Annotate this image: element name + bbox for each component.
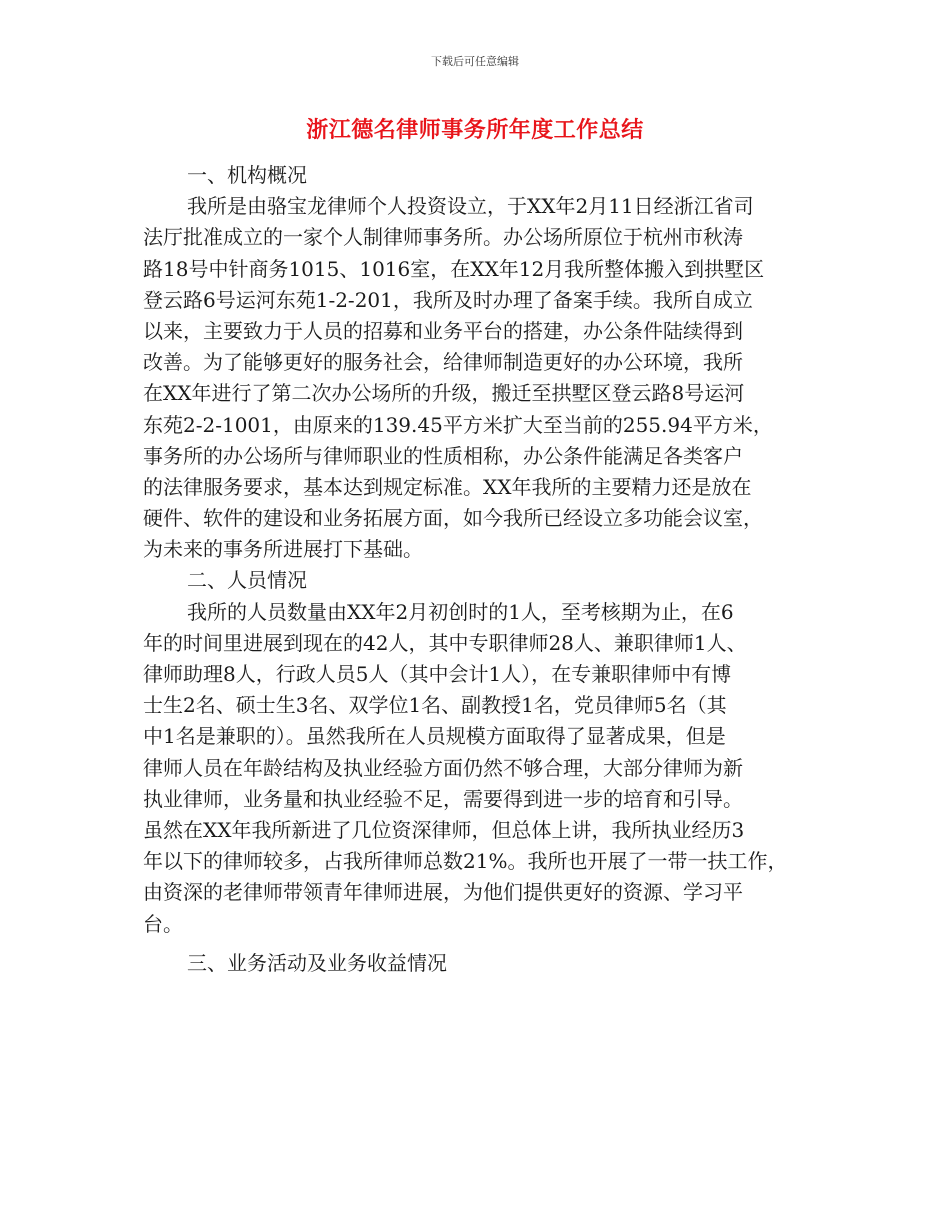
paragraph-line: 律师助理8人，行政人员5人（其中会计1人），在专兼职律师中有博 [143, 662, 732, 686]
paragraph-line: 事务所的办公场所与律师职业的性质相称，办公条件能满足各类客户 [143, 443, 743, 468]
paragraph-line: 路18号中针商务1015、1016室，在XX年12月我所整体搬入到拱墅区 [143, 256, 765, 281]
paragraph-line: 士生2名、硕士生3名、双学位1名、副教授1名，党员律师5名（其 [143, 693, 727, 718]
section-heading-3: 三、业务活动及业务收益情况 [187, 950, 447, 975]
paragraph-line: 年的时间里进展到现在的42人，其中专职律师28人、兼职律师1人、 [143, 630, 747, 655]
section-heading-1: 一、机构概况 [187, 163, 307, 187]
paragraph-line: 为未来的事务所进展打下基础。 [143, 537, 423, 562]
header-note: 下载后可任意编辑 [431, 55, 519, 68]
paragraph-line: 年以下的律师较多，占我所律师总数21%。我所也开展了一带一扶工作， [143, 849, 788, 874]
paragraph-line: 律师人员在年龄结构及执业经验方面仍然不够合理，大部分律师为新 [143, 755, 743, 780]
document-title: 浙江德名律师事务所年度工作总结 [306, 118, 644, 143]
paragraph-line: 东苑2-2-1001，由原来的139.45平方米扩大至当前的255.94平方米， [143, 412, 773, 437]
paragraph-line: 虽然在XX年我所新进了几位资深律师，但总体上讲，我所执业经历3 [143, 817, 745, 842]
paragraph-line: 改善。为了能够更好的服务社会，给律师制造更好的办公环境，我所 [143, 350, 743, 375]
paragraph-line: 台。 [143, 911, 183, 936]
paragraph-line: 的法律服务要求，基本达到规定标准。XX年我所的主要精力还是放在 [143, 474, 752, 499]
paragraph-line: 以来，主要致力于人员的招募和业务平台的搭建，办公条件陆续得到 [143, 318, 743, 343]
paragraph-line: 中1名是兼职的）。虽然我所在人员规模方面取得了显著成果，但是 [143, 724, 726, 749]
paragraph-line: 法厅批准成立的一家个人制律师事务所。办公场所原位于杭州市秋涛 [143, 225, 743, 250]
paragraph-line: 我所的人员数量由XX年2月初创时的1人，至考核期为止，在6 [187, 599, 734, 624]
section-heading-2: 二、人员情况 [187, 568, 307, 593]
paragraph-line: 登云路6号运河东苑1-2-201，我所及时办理了备案手续。我所自成立 [143, 287, 753, 312]
paragraph-line: 硬件、软件的建设和业务拓展方面，如今我所已经设立多功能会议室， [143, 506, 763, 531]
paragraph-line: 在XX年进行了第二次办公场所的升级，搬迁至拱墅区登云路8号运河 [143, 381, 745, 406]
paragraph-line: 由资深的老律师带领青年律师进展，为他们提供更好的资源、学习平 [143, 880, 743, 905]
paragraph-line: 执业律师，业务量和执业经验不足，需要得到进一步的培育和引导。 [143, 786, 743, 811]
document-body [143, 160, 833, 979]
paragraph-line: 我所是由骆宝龙律师个人投资设立，于XX年2月11日经浙江省司 [187, 194, 754, 219]
